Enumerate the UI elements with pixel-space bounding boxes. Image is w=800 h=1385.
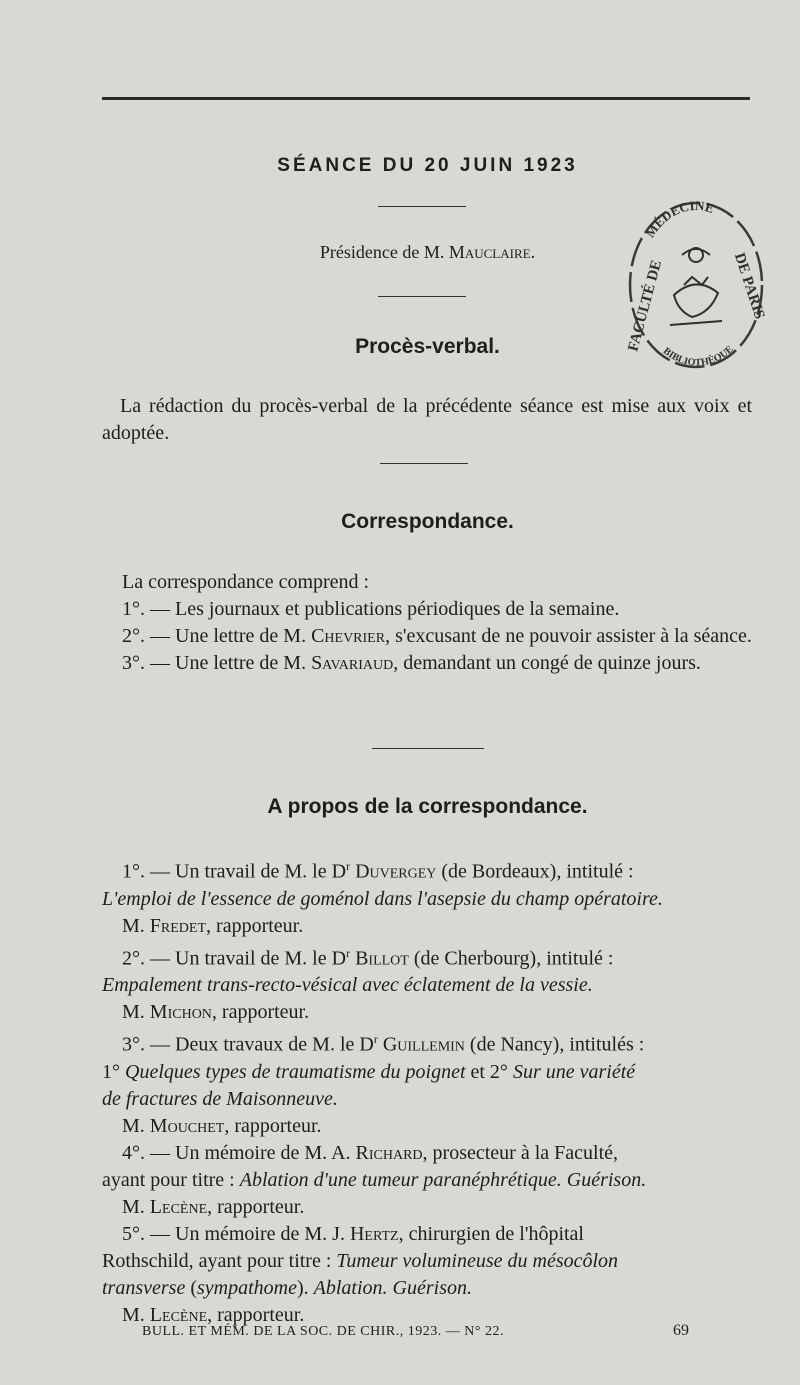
stamp-text-top: MÉDECINE [642, 197, 716, 241]
correspondance-item: 2°. — Une lettre de M. Chevrier, s'excusant de ne pouvoir assister à la séance. [122, 625, 752, 647]
work-title: Empalement trans-recto-vésical avec éclatement de la vessie. [102, 974, 593, 997]
work-title: L'emploi de l'essence de goménol dans l'asepsie du champ opératoire. [102, 887, 663, 910]
a-propos-item: 2°. — Un travail de M. le $D^r$ Billot (de Cherbourg), intitulé : [122, 945, 614, 970]
correspondance-intro: La correspondance comprend : [122, 571, 370, 593]
stamp-text-bottom: BIBLIOTHÈQUE [660, 343, 736, 369]
work-title: de fractures de Maisonneuve. [102, 1087, 338, 1110]
svg-text:DE PARIS: DE PARIS [731, 251, 768, 322]
correspondance-item: 1°. — Les journaux et publications périodiques de la semaine. [122, 598, 620, 620]
divider [378, 296, 466, 297]
session-title: SÉANCE DU 20 JUIN 1923 [277, 155, 578, 176]
divider [378, 206, 466, 207]
divider [372, 748, 484, 749]
top-rule [102, 97, 750, 100]
page-number: 69 [673, 1322, 689, 1339]
a-propos-section [102, 853, 757, 1329]
work-title: transverse (sympathome). Ablation. Guérison. [102, 1276, 472, 1299]
correspondance-item: 3°. — Une lettre de M. Savariaud, demandant un congé de quinze jours. [122, 652, 701, 674]
correspondance-heading: Correspondance. [341, 510, 514, 533]
a-propos-item: 3°. — Deux travaux de M. le $D^r$ Guillemin (de Nancy), intitulés : [122, 1032, 645, 1056]
a-propos-heading: A propos de la correspondance. [267, 795, 588, 818]
rapporteur-line: M. Michon, rapporteur. [122, 1001, 310, 1024]
a-propos-item: 1°. — Un travail de M. le $D^r$ Duvergey (de Bordeaux), intitulé : [122, 859, 634, 883]
rapporteur-line: M. Mouchet, rapporteur. [122, 1114, 322, 1137]
a-propos-item: 4°. — Un mémoire de M. A. Richard, prosecteur à la Faculté, [122, 1141, 619, 1164]
proces-verbal-text: La rédaction du procès-verbal de la précédente séance est mise aux voix et adoptée. [102, 395, 752, 444]
running-footer: BULL. ET MÉM. DE LA SOC. DE CHIR., 1923. — N° 22. [142, 1324, 504, 1339]
work-title: Rothschild, ayant pour titre : Tumeur volumineuse du mésocôlon [102, 1249, 619, 1272]
divider [380, 463, 468, 464]
rapporteur-line: M. Fredet, rapporteur. [122, 914, 304, 937]
proces-verbal-heading: Procès-verbal. [355, 335, 500, 358]
stamp-emblem [670, 248, 722, 325]
svg-text:FACULTÉ DE: FACULTÉ DE [625, 258, 666, 354]
work-title: 1° Quelques types de traumatisme du poignet et 2° Sur une variété [102, 1060, 636, 1083]
rapporteur-line: M. Lecène, rapporteur. [122, 1303, 305, 1326]
presidence-line: Présidence de M. Mauclaire. [319, 242, 536, 262]
correspondance-section [102, 569, 752, 677]
a-propos-item: 5°. — Un mémoire de M. J. Hertz, chirurgien de l'hôpital [122, 1222, 584, 1245]
rapporteur-line: M. Lecène, rapporteur. [122, 1195, 305, 1218]
work-title: ayant pour titre : Ablation d'une tumeur paranéphrétique. Guérison. [102, 1168, 647, 1191]
